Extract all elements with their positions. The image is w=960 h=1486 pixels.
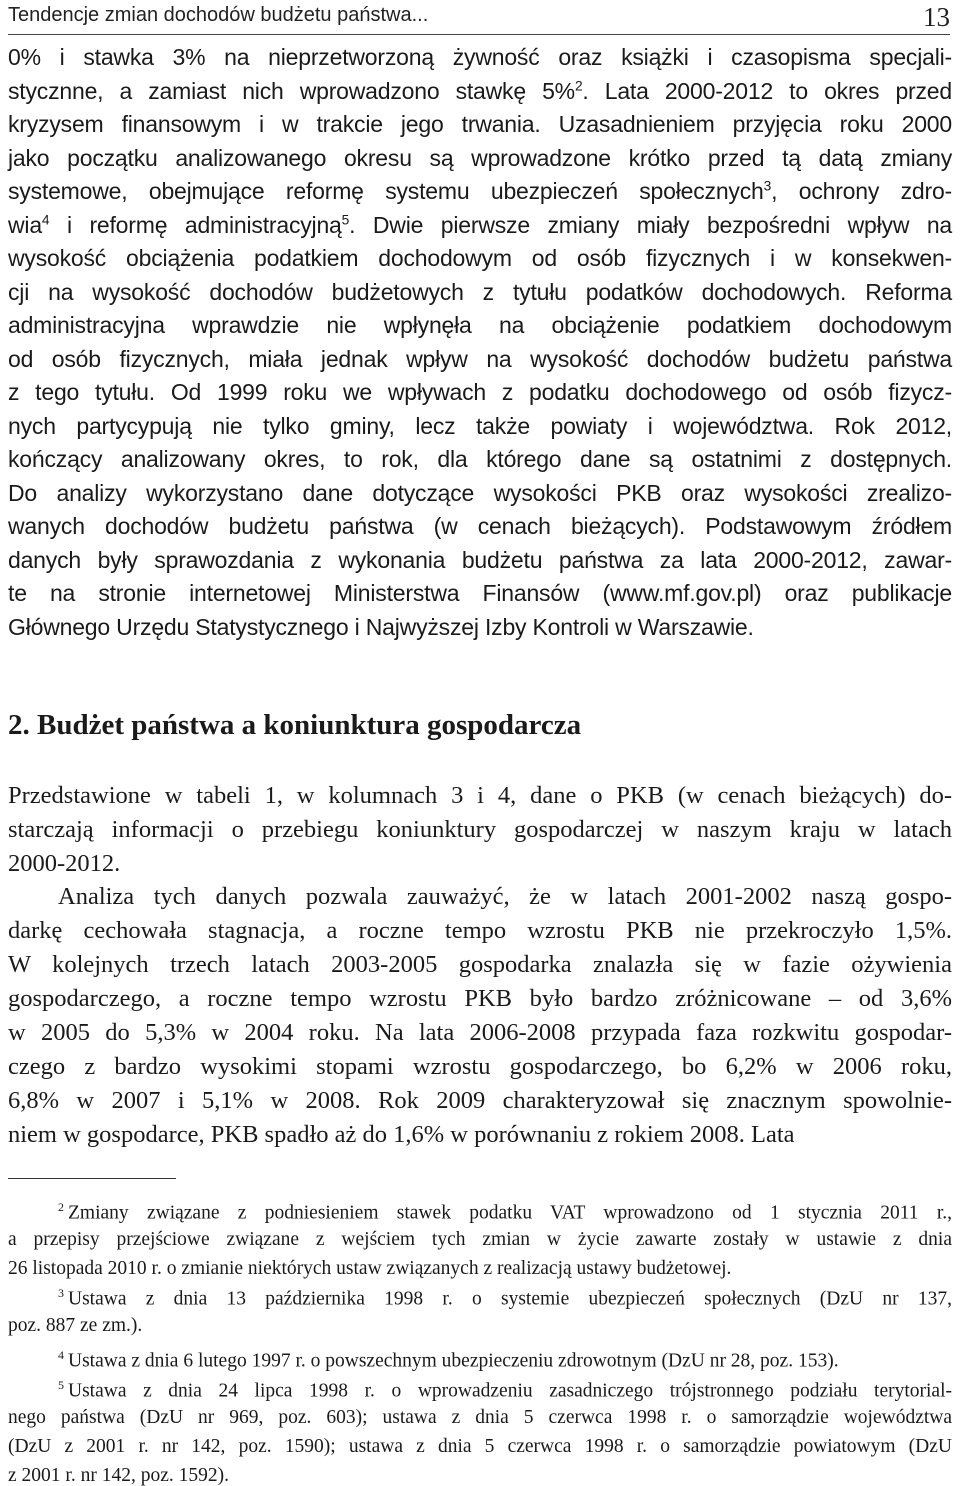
- footnote-line: z 2001 r. nr 142, poz. 1592).: [8, 1465, 229, 1486]
- page-number: 13: [923, 2, 950, 32]
- text-line: od osób fizycznych, miała jednak wpływ na wysokość dochodów budżetu państwa: [8, 345, 952, 372]
- footnote-rule: [8, 1178, 176, 1179]
- text-line: danych były sprawozdania z wykonania budżetu państwa za lata 2000-2012, zawar-: [8, 546, 952, 573]
- footnote-line: $^4$ Ustawa z dnia 6 lutego 1997 r. o powszechnym ubezpieczeniu zdrowotnym (DzU nr 28, poz. 153).: [58, 1348, 839, 1372]
- text-line: gospodarczego, a roczne tempo wzrostu PKB było bardzo zróżnicowane – od 3,6%: [8, 985, 952, 1012]
- text-line: kryzysem finansowym i w trakcie jego trwania. Uzasadnieniem przyjęcia roku 2000: [8, 111, 952, 137]
- footnote-ref: 5: [341, 211, 350, 227]
- text-line: z tego tytułu. Od 1999 roku we wpływach z podatku dochodowego od osób fizycz-: [8, 379, 952, 405]
- text-line: starczają informacji o przebiegu koniunktury gospodarczej w naszym kraju w latach: [8, 816, 952, 843]
- footnote-number: 4: [58, 1348, 64, 1362]
- text-line: niem w gospodarce, PKB spadło aż do 1,6% w porównaniu z rokiem 2008. Lata: [8, 1121, 795, 1148]
- text-line: Przedstawione w tabeli 1, w kolumnach 3 i 4, dane o PKB (w cenach bieżących) do-: [8, 782, 952, 809]
- footnote-line: (DzU z 2001 r. nr 142, poz. 1590); ustawa z dnia 5 czerwca 1998 r. o samorządzie powiatowym (DzU: [8, 1436, 952, 1457]
- text-line: 6,8% w 2007 i 5,1% w 2008. Rok 2009 charakteryzował się znacznym spowolnie-: [8, 1087, 952, 1114]
- text-line: W kolejnych trzech latach 2003-2005 gospodarka znalazła się w fazie ożywienia: [8, 951, 952, 978]
- running-title: Tendencje zmian dochodów budżetu państwa...: [8, 4, 429, 26]
- text-line: darkę cechowała stagnacja, a roczne tempo wzrostu PKB nie przekroczyło 1,5%.: [8, 917, 952, 944]
- footnote-ref: 3: [763, 178, 772, 194]
- footnote-line: 26 listopada 2010 r. o zmianie niektórych ustaw związanych z realizacją ustawy budżetowej.: [8, 1258, 732, 1279]
- text-line: w 2005 do 5,3% w 2004 roku. Na lata 2006-2008 przypada faza rozkwitu gospodar-: [8, 1019, 952, 1046]
- text-line: kończący analizowany okres, to rok, dla którego dane są ostatnimi z dostępnych.: [8, 446, 952, 472]
- text-line: jako początku analizowanego okresu są wprowadzone krótko przed tą datą zmiany: [8, 144, 952, 171]
- footnote-number: 3: [58, 1286, 64, 1300]
- text-line: 0% i stawka 3% na nieprzetworzoną żywność oraz książki i czasopisma specjali-: [8, 44, 952, 70]
- text-line: Głównego Urzędu Statystycznego i Najwyższej Izby Kontroli w Warszawie.: [8, 613, 754, 640]
- text-line: cji na wysokość dochodów budżetowych z tytułu podatków dochodowych. Reforma: [8, 278, 952, 305]
- text-line: 2000-2012.: [8, 850, 121, 877]
- text-line: nych partycypują nie tylko gminy, lecz także powiaty i województwa. Rok 2012,: [8, 412, 952, 439]
- footnote-ref: 2: [574, 77, 583, 93]
- footnote-line: nego państwa (DzU nr 969, poz. 603); ustawa z dnia 5 czerwca 1998 r. o samorządzie województwa: [8, 1407, 952, 1428]
- page-header: [8, 4, 950, 34]
- text-line: wysokość obciążenia podatkiem dochodowym od osób fizycznych i w konsekwen-: [8, 245, 952, 271]
- footnote-line: poz. 887 ze zm.).: [8, 1315, 143, 1336]
- text-line: stycznne, a zamiast nich wprowadzono stawkę 5%$^2$. Lata 2000-2012 to okres przed: [8, 77, 952, 104]
- text-line: Analiza tych danych pozwala zauważyć, że w latach 2001-2002 naszą gospo-: [58, 883, 952, 910]
- footnote-line: $^5$ Ustawa z dnia 24 lipca 1998 r. o wprowadzeniu zasadniczego trójstronnego podziału terytorial-: [58, 1378, 952, 1402]
- footnote-line: a przepisy przejściowe związane z wejściem tych zmian w życie zawarte zostały w ustawie z dnia: [8, 1229, 952, 1250]
- footnote-number: 5: [58, 1378, 64, 1392]
- header-rule: [8, 34, 950, 35]
- text-line: Do analizy wykorzystano dane dotyczące wysokości PKB oraz wysokości zrealizo-: [8, 479, 952, 506]
- footnote-ref: 4: [41, 211, 50, 227]
- text-line: wanych dochodów budżetu państwa (w cenach bieżących). Podstawowym źródłem: [8, 513, 952, 539]
- text-line: czego z bardzo wysokimi stopami wzrostu gospodarczego, bo 6,2% w 2006 roku,: [8, 1053, 952, 1080]
- text-line: systemowe, obejmujące reformę systemu ubezpieczeń społecznych$^3$, ochrony zdro-: [8, 178, 952, 204]
- footnote-line: $^2$ Zmiany związane z podniesieniem stawek podatku VAT wprowadzono od 1 stycznia 2011 r.,: [58, 1200, 952, 1224]
- section-heading: 2. Budżet państwa a koniunktura gospodarcza: [8, 709, 582, 741]
- footnote-number: 2: [58, 1200, 64, 1214]
- footnote-line: $^3$ Ustawa z dnia 13 października 1998 r. o systemie ubezpieczeń społecznych (DzU nr 137,: [58, 1286, 952, 1310]
- text-line: administracyjna wprawdzie nie wpłynęła na obciążenie podatkiem dochodowym: [8, 312, 952, 338]
- text-line: te na stronie internetowej Ministerstwa Finansów (www.mf.gov.pl) oraz publikacje: [8, 580, 952, 606]
- text-line: wia$^4$ i reformę administracyjną$^5$. Dwie pierwsze zmiany miały bezpośredni wpływ na: [8, 211, 952, 238]
